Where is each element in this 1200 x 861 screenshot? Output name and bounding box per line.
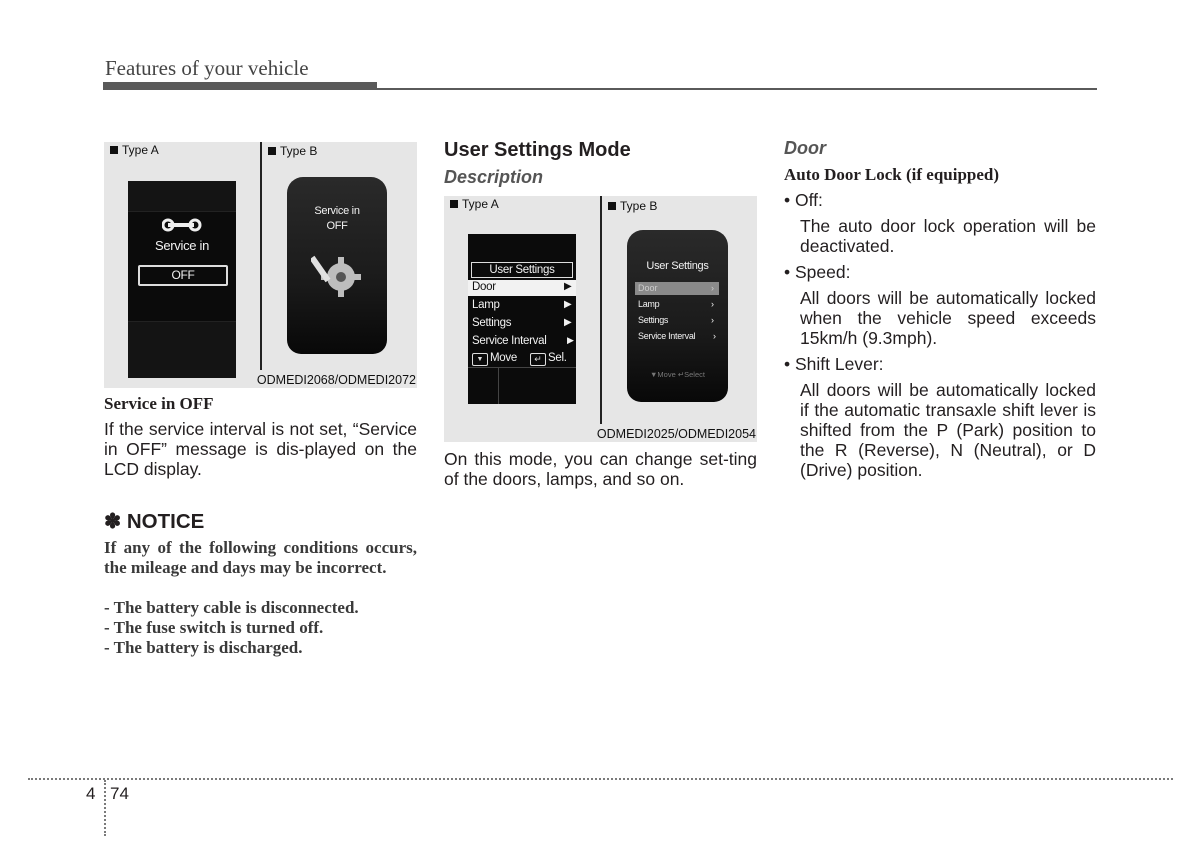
lcd-footer-sel: Sel. bbox=[548, 352, 567, 364]
lcd-menu-item-settings: Settings bbox=[472, 317, 512, 329]
notice-title: ✽ NOTICE bbox=[104, 510, 205, 533]
section-heading-user-settings: User Settings Mode bbox=[444, 139, 631, 161]
arrow-right-icon: ▶ bbox=[564, 299, 572, 310]
figure-divider bbox=[600, 196, 602, 424]
option-text-off: The auto door lock operation will be deactivated. bbox=[800, 216, 1096, 256]
gear-wrench-icon bbox=[311, 247, 365, 301]
arrow-right-icon: ▶ bbox=[564, 281, 572, 292]
section-heading-service-in-off: Service in OFF bbox=[104, 394, 214, 413]
lcd-service-in-text: Service in bbox=[154, 238, 210, 253]
lcd-b-menu-item-service-interval: Service Interval bbox=[638, 331, 696, 341]
lcd-menu-item-service-interval: Service Interval bbox=[472, 335, 547, 347]
option-label-shift-lever: • Shift Lever: bbox=[784, 354, 884, 374]
lcd-b-footer: ▼Move ↵Select bbox=[650, 370, 705, 379]
header-rule bbox=[377, 88, 1097, 90]
lcd-footer-move: Move bbox=[490, 352, 517, 364]
option-text-shift-lever: All doors will be automatically locked if the automatic transaxle shift lever is shifted from the P (Park) position to the R (Reverse), N (Neutral), or D (Drive) position. bbox=[800, 380, 1096, 480]
figure-code: ODMEDI2068/ODMEDI2072 bbox=[256, 373, 416, 387]
lcd-menu-item-lamp: Lamp bbox=[472, 299, 500, 311]
option-text-speed: All doors will be automatically locked when the vehicle speed exceeds 15km/h (9.3mph). bbox=[800, 288, 1096, 348]
figure-user-settings bbox=[444, 196, 757, 442]
footer-divider bbox=[104, 780, 106, 836]
option-label-speed: • Speed: bbox=[784, 262, 851, 282]
lcd-screen-type-a bbox=[128, 181, 236, 377]
lcd-user-settings-type-a bbox=[468, 234, 576, 404]
lcd-b-menu-item-door: Door bbox=[638, 283, 658, 293]
notice-item: - The fuse switch is turned off. bbox=[104, 618, 324, 637]
lcd-b-menu-item-lamp: Lamp bbox=[638, 299, 660, 309]
figure-code: ODMEDI2025/ODMEDI2054 bbox=[596, 427, 756, 441]
figure-type-b-label: Type B bbox=[608, 199, 657, 213]
subheading-description: Description bbox=[444, 167, 544, 187]
section-heading-door: Door bbox=[784, 138, 826, 158]
lcd-b-menu-title: User Settings bbox=[646, 260, 709, 272]
chevron-right-icon: › bbox=[711, 315, 714, 325]
figure-type-a-label: Type A bbox=[110, 143, 159, 157]
figure-divider bbox=[260, 142, 262, 370]
down-arrow-icon: ▼ bbox=[472, 353, 488, 366]
arrow-right-icon: ▶ bbox=[567, 335, 574, 345]
lcd-screen-type-b bbox=[287, 177, 387, 354]
subheading-auto-door-lock: Auto Door Lock (if equipped) bbox=[784, 165, 1000, 184]
chevron-right-icon: › bbox=[713, 331, 716, 341]
arrow-right-icon: ▶ bbox=[564, 317, 572, 328]
chevron-right-icon: › bbox=[711, 283, 714, 293]
footer-rule bbox=[28, 778, 1173, 780]
lcd-user-settings-type-b bbox=[627, 230, 728, 402]
enter-icon: ↵ bbox=[530, 353, 546, 366]
header-accent-bar bbox=[103, 82, 377, 90]
lcd-off-button: OFF bbox=[138, 265, 228, 286]
chevron-right-icon: › bbox=[711, 299, 714, 309]
option-label-off: • Off: bbox=[784, 190, 823, 210]
notice-intro: If any of the following conditions occurs, the mileage and days may be incorrect. bbox=[104, 538, 417, 577]
figure-type-a-label: Type A bbox=[450, 197, 499, 211]
lcd-b-service-in-text: Service in bbox=[314, 205, 360, 217]
service-in-off-body: If the service interval is not set, “Service in OFF” message is dis-played on the LCD display. bbox=[104, 419, 417, 479]
lcd-menu-title: User Settings bbox=[471, 262, 573, 278]
figure-service-in-off bbox=[104, 142, 417, 388]
lcd-b-menu-item-settings: Settings bbox=[638, 315, 669, 325]
notice-item: - The battery is discharged. bbox=[104, 638, 303, 657]
user-settings-body: On this mode, you can change set-ting of the doors, lamps, and so on. bbox=[444, 449, 757, 489]
chapter-number: 4 bbox=[86, 784, 96, 803]
lcd-menu-item-door: Door bbox=[472, 281, 496, 293]
lcd-b-off-text: OFF bbox=[326, 220, 348, 232]
figure-type-b-label: Type B bbox=[268, 144, 317, 158]
page-header-title: Features of your vehicle bbox=[105, 56, 309, 80]
wrench-icon bbox=[162, 217, 202, 233]
page-number: 74 bbox=[110, 784, 129, 803]
notice-item: - The battery cable is disconnected. bbox=[104, 598, 359, 617]
